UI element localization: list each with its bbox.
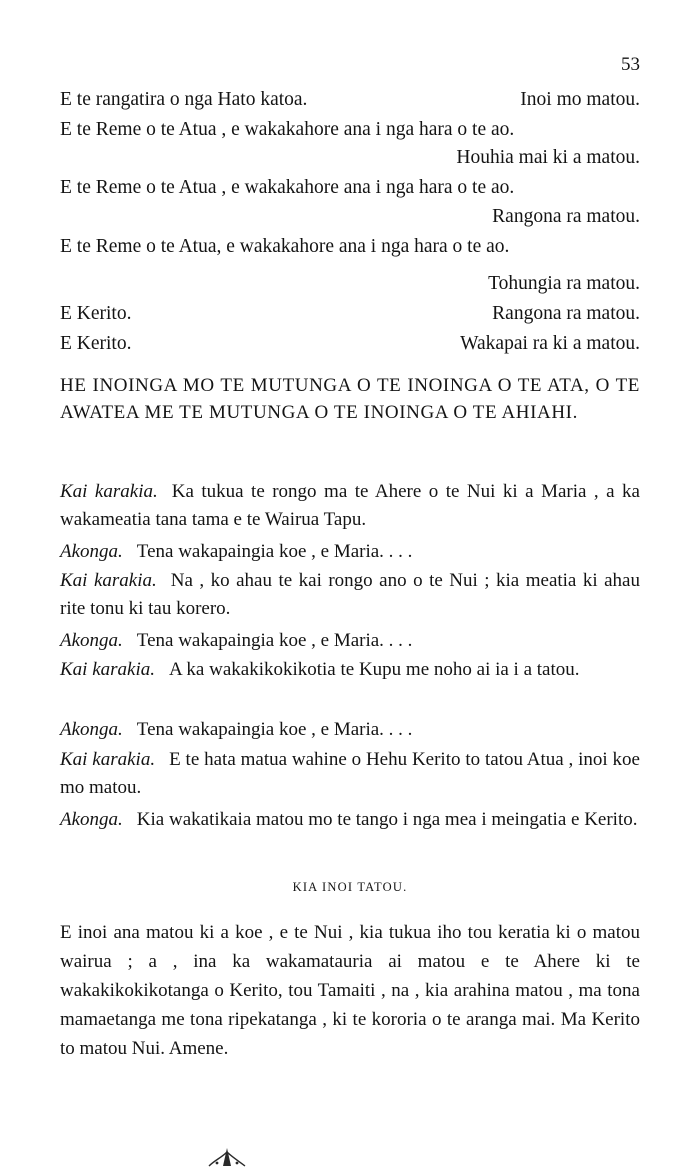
- section-heading: HE INOINGA MO TE MUTUNGA O TE INOINGA O TE ATA, O TE AWATEA ME TE MUTUNGA O TE INOINGA O TE AHIAHI.: [60, 375, 640, 423]
- litany-invocation: E Kerito.: [60, 333, 132, 354]
- dialogue-paragraph: [60, 806, 640, 834]
- speaker-label: Kai karakia.: [60, 481, 158, 502]
- litany-invocation: E te Reme o te Atua, e wakakahore ana i nga hara o te ao.: [60, 236, 510, 257]
- dialogue-paragraph: [60, 656, 640, 684]
- litany-response: Rangona ra matou.: [492, 206, 640, 227]
- speaker-label: Akonga.: [60, 630, 123, 651]
- dialogue-text: E te hata matua wahine o Hehu Kerito to tatou Atua , inoi koe mo matou.: [60, 749, 640, 798]
- speaker-label: Akonga.: [60, 541, 123, 562]
- dialogue-paragraph: [60, 538, 640, 566]
- dialogue-text: Na , ko ahau te kai rongo ano o te Nui ; kia meatia ki ahau rite tonu ki tau korero.: [60, 570, 640, 619]
- prayer-paragraph: E inoi ana matou ki a koe , e te Nui , kia tukua iho tou keratia ki o matou wairua ; a , ina ka wakamatauria ai matou e te Ahere ki te wakakikokikotanga o Kerito, tou Tamaiti , na , kia arahina matou , ma tona mamaetanga me tona ripekatanga , ki te kororia o te aranga mai. Ma Kerito to matou Nui. Amene.: [60, 922, 640, 1059]
- prayer-subheading: KIA INOI TATOU.: [292, 880, 408, 894]
- dialogue-paragraph: [60, 716, 640, 744]
- litany-invocation: E te rangatira o nga Hato katoa.: [60, 89, 308, 110]
- dialogue-text: Tena wakapaingia koe , e Maria. . . .: [136, 630, 413, 651]
- litany-invocation: E te Reme o te Atua , e wakakahore ana i nga hara o te ao.: [60, 177, 515, 198]
- litany-response: Tohungia ra matou.: [488, 273, 640, 294]
- speaker-label: Akonga.: [60, 719, 123, 740]
- litany-response: Wakapai ra ki a matou.: [460, 333, 640, 354]
- litany-response: Rangona ra matou.: [492, 303, 640, 324]
- litany-invocation: E te Reme o te Atua , e wakakahore ana i nga hara o te ao.: [60, 119, 515, 140]
- dialogue-paragraph: [60, 746, 640, 801]
- dialogue-paragraph: [60, 478, 640, 533]
- dialogue-text: Tena wakapaingia koe , e Maria. . . .: [136, 719, 413, 740]
- speaker-label: Kai karakia.: [60, 659, 155, 680]
- dialogue-text: Tena wakapaingia koe , e Maria. . . .: [136, 541, 413, 562]
- dialogue-text: Ka tukua te rongo ma te Ahere o te Nui ki a Maria , a ka wakameatia tana tama e te Wairua Tapu.: [60, 481, 640, 530]
- dialogue-text: A ka wakakikokikotia te Kupu me noho ai ia i a tatou.: [169, 659, 580, 680]
- litany-invocation: E Kerito.: [60, 303, 132, 324]
- litany-response: Inoi mo matou.: [520, 89, 640, 110]
- dialogue-paragraph: [60, 627, 640, 655]
- speaker-label: Kai karakia.: [60, 749, 156, 770]
- speaker-label: Kai karakia.: [60, 570, 157, 591]
- dialogue-paragraph: [60, 567, 640, 622]
- ornament-icon: [205, 1146, 249, 1167]
- litany-response: Houhia mai ki a matou.: [456, 147, 640, 168]
- dialogue-text: Kia wakatikaia matou mo te tango i nga mea i meingatia e Kerito.: [136, 809, 638, 830]
- speaker-label: Akonga.: [60, 809, 123, 830]
- page-number: 53: [621, 54, 640, 75]
